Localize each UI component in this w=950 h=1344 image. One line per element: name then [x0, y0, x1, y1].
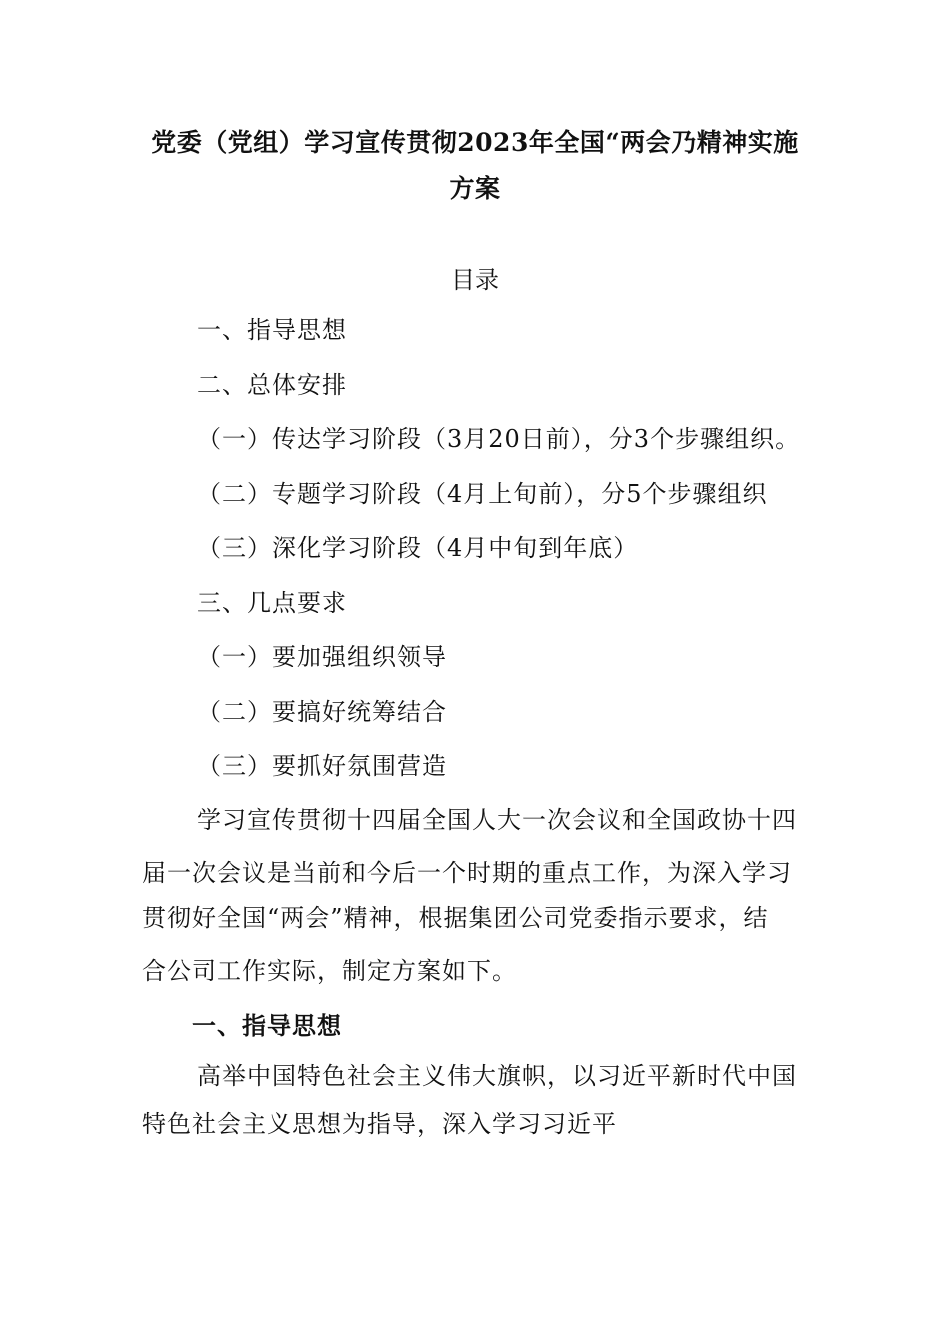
intro-paragraph-line: 贯彻好全国“两会”精神，根据集团公司党委指示要求，结 [142, 904, 769, 932]
toc-item: 一、指导思想 [197, 316, 347, 344]
toc-item: （一）传达学习阶段（3月20日前），分3个步骤组织。 [197, 425, 801, 453]
section-heading: 一、指导思想 [192, 1011, 342, 1040]
document-title: 党委（党组）学习宣传贯彻2023年全国“两会乃精神实施 [151, 128, 799, 157]
section-paragraph-line: 高举中国特色社会主义伟大旗帜，以习近平新时代中国 [197, 1062, 797, 1090]
intro-paragraph-line: 届一次会议是当前和今后一个时期的重点工作，为深入学习 [142, 859, 792, 887]
toc-item: （三）深化学习阶段（4月中旬到年底） [197, 534, 639, 562]
toc-heading: 目录 [451, 266, 499, 294]
toc-item: 二、总体安排 [197, 371, 347, 399]
document-title-continued: 方案 [449, 174, 501, 203]
section-paragraph-line: 特色社会主义思想为指导，深入学习习近平 [142, 1110, 617, 1138]
toc-item: （一）要加强组织领导 [197, 643, 447, 671]
toc-item: （二）专题学习阶段（4月上旬前），分5个步骤组织 [197, 480, 768, 508]
toc-item: （二）要搞好统筹结合 [197, 698, 447, 726]
intro-paragraph-line: 合公司工作实际，制定方案如下。 [142, 957, 517, 985]
toc-item: （三）要抓好氛围营造 [197, 752, 447, 780]
toc-item: 三、几点要求 [197, 589, 347, 617]
intro-paragraph-line: 学习宣传贯彻十四届全国人大一次会议和全国政协十四 [197, 806, 797, 834]
